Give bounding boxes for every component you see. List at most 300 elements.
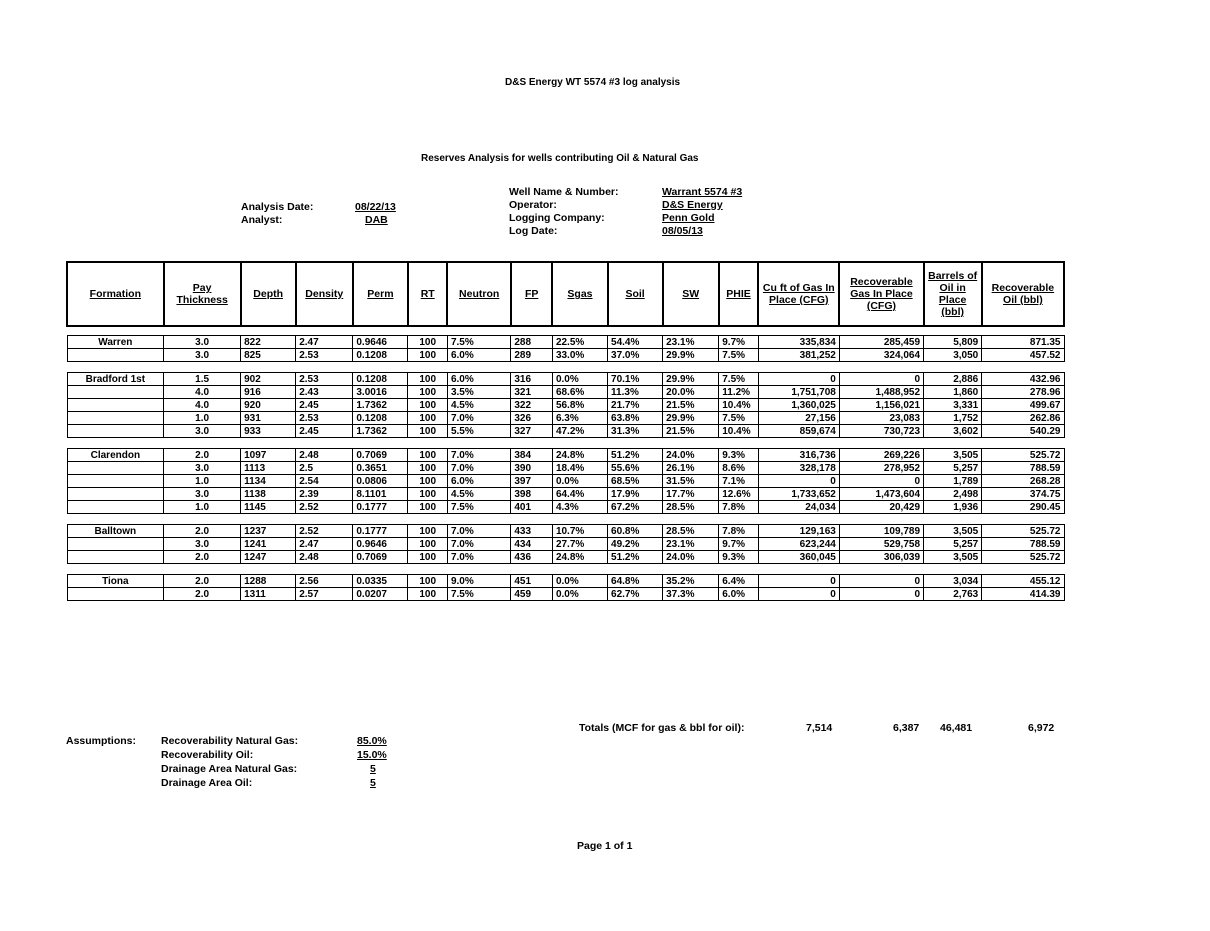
document-subtitle: Reserves Analysis for wells contributing Oil & Natural Gas xyxy=(421,153,699,164)
table-cell: 100 xyxy=(408,488,448,501)
table-cell: 432.96 xyxy=(982,373,1064,386)
table-cell: 7.0% xyxy=(447,538,510,551)
table-cell: 316 xyxy=(511,373,553,386)
table-cell: 27,156 xyxy=(758,412,839,425)
table-cell: 2.53 xyxy=(296,349,353,362)
table-cell: 7.5% xyxy=(719,349,759,362)
table-cell: 100 xyxy=(408,588,448,601)
table-cell: 23.1% xyxy=(663,538,719,551)
table-cell: 7.0% xyxy=(447,551,510,564)
table-cell: 2.54 xyxy=(296,475,353,488)
column-header: FP xyxy=(511,262,553,326)
table-cell: 623,244 xyxy=(758,538,839,551)
table-cell: 27.7% xyxy=(552,538,607,551)
table-cell: 2.48 xyxy=(296,449,353,462)
table-cell: 278.96 xyxy=(982,386,1064,399)
table-cell: 1,936 xyxy=(924,501,982,514)
table-cell: 269,226 xyxy=(839,449,923,462)
table-cell: 70.1% xyxy=(608,373,663,386)
formation-cell: Warren xyxy=(67,336,164,349)
table-cell: 525.72 xyxy=(982,449,1064,462)
table-cell: 37.3% xyxy=(663,588,719,601)
table-cell: 100 xyxy=(408,349,448,362)
table-cell: 6.0% xyxy=(447,475,510,488)
table-cell: 278,952 xyxy=(839,462,923,475)
table-cell: 529,758 xyxy=(839,538,923,551)
operator-label: Operator: xyxy=(509,199,557,211)
column-header: Density xyxy=(296,262,353,326)
table-cell: 6.0% xyxy=(447,373,510,386)
table-cell: 455.12 xyxy=(982,575,1064,588)
assumption-drain-oil-label: Drainage Area Oil: xyxy=(161,777,253,789)
table-cell: 1097 xyxy=(241,449,296,462)
formation-cell: Balltown xyxy=(67,525,164,538)
table-row xyxy=(67,475,1064,488)
table-cell: 1,360,025 xyxy=(758,399,839,412)
table-row xyxy=(67,336,1064,349)
table-cell: 8.6% xyxy=(719,462,759,475)
table-cell: 1,789 xyxy=(924,475,982,488)
table-cell: 67.2% xyxy=(608,501,663,514)
table-cell: 100 xyxy=(408,462,448,475)
table-cell: 62.7% xyxy=(608,588,663,601)
column-header: Depth xyxy=(241,262,296,326)
table-cell: 31.5% xyxy=(663,475,719,488)
analysis-date-label: Analysis Date: xyxy=(241,201,314,213)
table-cell: 328,178 xyxy=(758,462,839,475)
table-cell: 24.8% xyxy=(552,551,607,564)
table-cell: 129,163 xyxy=(758,525,839,538)
table-cell: 64.8% xyxy=(608,575,663,588)
table-cell: 9.3% xyxy=(719,551,759,564)
table-cell: 68.5% xyxy=(608,475,663,488)
table-cell: 3.0 xyxy=(164,462,241,475)
formation-cell xyxy=(67,349,164,362)
column-header: Recoverable Oil (bbl) xyxy=(982,262,1064,326)
log-analysis-table xyxy=(66,261,1065,601)
group-separator xyxy=(67,564,1064,575)
table-cell: 451 xyxy=(511,575,553,588)
table-cell: 0.0% xyxy=(552,588,607,601)
table-cell: 902 xyxy=(241,373,296,386)
table-row xyxy=(67,525,1064,538)
table-cell: 64.4% xyxy=(552,488,607,501)
analysis-info xyxy=(241,201,313,227)
totals-gas: 7,514 xyxy=(806,722,833,734)
table-cell: 7.8% xyxy=(719,501,759,514)
table-cell: 9.7% xyxy=(719,538,759,551)
table-cell: 360,045 xyxy=(758,551,839,564)
table-cell: 51.2% xyxy=(608,449,663,462)
table-cell: 7.5% xyxy=(447,501,510,514)
table-cell: 100 xyxy=(408,386,448,399)
table-cell: 2.47 xyxy=(296,336,353,349)
table-cell: 22.5% xyxy=(552,336,607,349)
table-cell: 3.0 xyxy=(164,349,241,362)
table-row xyxy=(67,538,1064,551)
table-cell: 1113 xyxy=(241,462,296,475)
table-cell: 2.0 xyxy=(164,525,241,538)
table-cell: 17.7% xyxy=(663,488,719,501)
table-cell: 0.1777 xyxy=(353,525,408,538)
table-cell: 825 xyxy=(241,349,296,362)
table-cell: 2,498 xyxy=(924,488,982,501)
table-cell: 316,736 xyxy=(758,449,839,462)
table-cell: 2,763 xyxy=(924,588,982,601)
table-cell: 3.0 xyxy=(164,538,241,551)
table-row xyxy=(67,551,1064,564)
table-cell: 414.39 xyxy=(982,588,1064,601)
table-cell: 0.0% xyxy=(552,475,607,488)
table-cell: 63.8% xyxy=(608,412,663,425)
table-cell: 23.1% xyxy=(663,336,719,349)
column-header: RT xyxy=(408,262,448,326)
table-cell: 24,034 xyxy=(758,501,839,514)
table-cell: 457.52 xyxy=(982,349,1064,362)
table-cell: 335,834 xyxy=(758,336,839,349)
analyst: DAB xyxy=(365,214,388,226)
totals-recoverable-oil: 6,972 xyxy=(1028,722,1055,734)
table-cell: 10.7% xyxy=(552,525,607,538)
table-cell: 29.9% xyxy=(663,373,719,386)
table-cell: 822 xyxy=(241,336,296,349)
table-cell: 0.1208 xyxy=(353,349,408,362)
table-cell: 7.0% xyxy=(447,462,510,475)
table-cell: 390 xyxy=(511,462,553,475)
table-cell: 0.0% xyxy=(552,575,607,588)
table-cell: 10.4% xyxy=(719,399,759,412)
table-cell: 100 xyxy=(408,501,448,514)
table-cell: 289 xyxy=(511,349,553,362)
assumption-oil-value: 15.0% xyxy=(357,749,387,761)
formation-cell xyxy=(67,551,164,564)
table-cell: 2.56 xyxy=(296,575,353,588)
table-cell: 0.0% xyxy=(552,373,607,386)
table-cell: 20,429 xyxy=(839,501,923,514)
table-cell: 262.86 xyxy=(982,412,1064,425)
table-cell: 1134 xyxy=(241,475,296,488)
table-cell: 4.0 xyxy=(164,399,241,412)
table-cell: 3,505 xyxy=(924,525,982,538)
table-cell: 4.5% xyxy=(447,399,510,412)
table-cell: 100 xyxy=(408,575,448,588)
table-row xyxy=(67,575,1064,588)
formation-cell xyxy=(67,488,164,501)
table-cell: 322 xyxy=(511,399,553,412)
table-cell: 1288 xyxy=(241,575,296,588)
table-cell: 2.53 xyxy=(296,373,353,386)
table-row xyxy=(67,462,1064,475)
group-separator xyxy=(67,362,1064,373)
table-cell: 9.7% xyxy=(719,336,759,349)
table-row xyxy=(67,449,1064,462)
table-cell: 47.2% xyxy=(552,425,607,438)
group-separator xyxy=(67,514,1064,525)
table-cell: 3,505 xyxy=(924,449,982,462)
table-cell: 0.7069 xyxy=(353,449,408,462)
table-cell: 24.0% xyxy=(663,551,719,564)
table-cell: 436 xyxy=(511,551,553,564)
table-cell: 7.5% xyxy=(447,588,510,601)
table-cell: 4.3% xyxy=(552,501,607,514)
table-cell: 321 xyxy=(511,386,553,399)
table-cell: 0.0335 xyxy=(353,575,408,588)
column-header: Recoverable Gas In Place (CFG) xyxy=(839,262,923,326)
table-cell: 24.0% xyxy=(663,449,719,462)
column-header: Cu ft of Gas In Place (CFG) xyxy=(758,262,839,326)
table-cell: 0 xyxy=(758,575,839,588)
formation-cell xyxy=(67,462,164,475)
table-cell: 20.0% xyxy=(663,386,719,399)
table-row xyxy=(67,399,1064,412)
table-cell: 2.47 xyxy=(296,538,353,551)
assumption-drain-oil-value: 5 xyxy=(370,777,376,789)
table-cell: 499.67 xyxy=(982,399,1064,412)
table-cell: 0.9646 xyxy=(353,538,408,551)
table-cell: 3.0016 xyxy=(353,386,408,399)
table-cell: 100 xyxy=(408,412,448,425)
table-cell: 384 xyxy=(511,449,553,462)
table-cell: 100 xyxy=(408,399,448,412)
table-cell: 434 xyxy=(511,538,553,551)
table-cell: 0.9646 xyxy=(353,336,408,349)
assumptions-list xyxy=(161,734,298,790)
table-cell: 18.4% xyxy=(552,462,607,475)
table-cell: 1,473,604 xyxy=(839,488,923,501)
table-cell: 1138 xyxy=(241,488,296,501)
table-cell: 1145 xyxy=(241,501,296,514)
totals-label: Totals (MCF for gas & bbl for oil): xyxy=(579,722,745,734)
table-row xyxy=(67,386,1064,399)
table-cell: 2.5 xyxy=(296,462,353,475)
table-cell: 433 xyxy=(511,525,553,538)
table-cell: 3,050 xyxy=(924,349,982,362)
table-cell: 2.52 xyxy=(296,501,353,514)
table-cell: 4.0 xyxy=(164,386,241,399)
table-cell: 3.0 xyxy=(164,488,241,501)
table-cell: 0 xyxy=(839,588,923,601)
formation-cell xyxy=(67,399,164,412)
operator: D&S Energy xyxy=(662,199,723,211)
table-cell: 9.3% xyxy=(719,449,759,462)
table-cell: 1,752 xyxy=(924,412,982,425)
table-cell: 2.57 xyxy=(296,588,353,601)
table-cell: 1.7362 xyxy=(353,399,408,412)
table-cell: 100 xyxy=(408,538,448,551)
table-cell: 788.59 xyxy=(982,538,1064,551)
table-cell: 459 xyxy=(511,588,553,601)
table-cell: 916 xyxy=(241,386,296,399)
table-cell: 49.2% xyxy=(608,538,663,551)
table-cell: 2.0 xyxy=(164,575,241,588)
table-header-row xyxy=(67,262,1064,326)
assumption-oil-label: Recoverability Oil: xyxy=(161,749,254,761)
column-header: Soil xyxy=(608,262,663,326)
table-cell: 11.3% xyxy=(608,386,663,399)
table-cell: 109,789 xyxy=(839,525,923,538)
table-cell: 859,674 xyxy=(758,425,839,438)
table-cell: 0.0806 xyxy=(353,475,408,488)
formation-cell xyxy=(67,412,164,425)
table-cell: 324,064 xyxy=(839,349,923,362)
table-cell: 10.4% xyxy=(719,425,759,438)
table-cell: 21.7% xyxy=(608,399,663,412)
table-cell: 100 xyxy=(408,551,448,564)
table-cell: 3,602 xyxy=(924,425,982,438)
table-cell: 51.2% xyxy=(608,551,663,564)
totals-recoverable-gas: 6,387 xyxy=(893,722,920,734)
table-cell: 730,723 xyxy=(839,425,923,438)
table-cell: 2.45 xyxy=(296,399,353,412)
table-cell: 0.1208 xyxy=(353,412,408,425)
table-cell: 374.75 xyxy=(982,488,1064,501)
table-cell: 100 xyxy=(408,525,448,538)
table-row xyxy=(67,349,1064,362)
well-name: Warrant 5574 #3 xyxy=(662,186,743,198)
formation-cell: Tiona xyxy=(67,575,164,588)
table-cell: 1.0 xyxy=(164,501,241,514)
column-header: PHIE xyxy=(719,262,759,326)
table-row xyxy=(67,501,1064,514)
table-cell: 31.3% xyxy=(608,425,663,438)
assumption-gas-label: Recoverability Natural Gas: xyxy=(161,735,299,747)
table-cell: 1,751,708 xyxy=(758,386,839,399)
table-cell: 931 xyxy=(241,412,296,425)
well-info-values xyxy=(662,186,742,238)
table-cell: 5.5% xyxy=(447,425,510,438)
table-cell: 7.1% xyxy=(719,475,759,488)
table-cell: 4.5% xyxy=(447,488,510,501)
log-date: 08/05/13 xyxy=(662,225,703,237)
table-cell: 1.0 xyxy=(164,475,241,488)
table-cell: 37.0% xyxy=(608,349,663,362)
assumptions-label: Assumptions: xyxy=(66,735,137,747)
formation-cell xyxy=(67,425,164,438)
assumption-drain-gas-value: 5 xyxy=(370,763,376,775)
table-cell: 0.1208 xyxy=(353,373,408,386)
table-cell: 100 xyxy=(408,475,448,488)
table-cell: 100 xyxy=(408,449,448,462)
table-cell: 398 xyxy=(511,488,553,501)
document-title: D&S Energy WT 5574 #3 log analysis xyxy=(505,77,681,88)
table-cell: 0 xyxy=(758,373,839,386)
table-cell: 920 xyxy=(241,399,296,412)
table-cell: 7.0% xyxy=(447,449,510,462)
table-cell: 1,733,652 xyxy=(758,488,839,501)
table-cell: 0.1777 xyxy=(353,501,408,514)
table-cell: 2.0 xyxy=(164,551,241,564)
table-cell: 33.0% xyxy=(552,349,607,362)
table-cell: 56.8% xyxy=(552,399,607,412)
table-cell: 2,886 xyxy=(924,373,982,386)
table-cell: 1311 xyxy=(241,588,296,601)
table-cell: 1.0 xyxy=(164,412,241,425)
table-cell: 326 xyxy=(511,412,553,425)
page-footer: Page 1 of 1 xyxy=(577,840,633,852)
table-cell: 0 xyxy=(758,475,839,488)
table-cell: 2.53 xyxy=(296,412,353,425)
table-cell: 29.9% xyxy=(663,349,719,362)
table-cell: 397 xyxy=(511,475,553,488)
table-row xyxy=(67,425,1064,438)
group-separator xyxy=(67,438,1064,449)
table-cell: 6.0% xyxy=(447,349,510,362)
table-cell: 788.59 xyxy=(982,462,1064,475)
table-cell: 7.5% xyxy=(719,373,759,386)
well-info-labels xyxy=(509,186,619,238)
assumption-gas-value: 85.0% xyxy=(357,735,387,747)
table-cell: 2.39 xyxy=(296,488,353,501)
table-cell: 306,039 xyxy=(839,551,923,564)
totals-oil: 46,481 xyxy=(940,722,973,734)
analyst-label: Analyst: xyxy=(241,214,283,226)
analysis-date: 08/22/13 xyxy=(355,201,396,213)
table-cell: 7.0% xyxy=(447,525,510,538)
table-cell: 3.0 xyxy=(164,336,241,349)
table-cell: 68.6% xyxy=(552,386,607,399)
table-cell: 6.3% xyxy=(552,412,607,425)
table-row xyxy=(67,488,1064,501)
table-cell: 0.3651 xyxy=(353,462,408,475)
column-header: SW xyxy=(663,262,719,326)
table-cell: 0.7069 xyxy=(353,551,408,564)
table-cell: 100 xyxy=(408,373,448,386)
analysis-values xyxy=(355,201,396,227)
formation-cell xyxy=(67,538,164,551)
table-cell: 525.72 xyxy=(982,551,1064,564)
table-cell: 29.9% xyxy=(663,412,719,425)
column-header: Perm xyxy=(353,262,408,326)
table-cell: 1.7362 xyxy=(353,425,408,438)
table-cell: 2.48 xyxy=(296,551,353,564)
formation-cell xyxy=(67,475,164,488)
table-cell: 23,083 xyxy=(839,412,923,425)
table-cell: 7.5% xyxy=(447,336,510,349)
table-cell: 26.1% xyxy=(663,462,719,475)
table-cell: 540.29 xyxy=(982,425,1064,438)
table-cell: 1247 xyxy=(241,551,296,564)
table-cell: 381,252 xyxy=(758,349,839,362)
table-cell: 3.0 xyxy=(164,425,241,438)
table-cell: 9.0% xyxy=(447,575,510,588)
column-header: Formation xyxy=(67,262,164,326)
table-cell: 21.5% xyxy=(663,425,719,438)
table-cell: 525.72 xyxy=(982,525,1064,538)
table-cell: 28.5% xyxy=(663,525,719,538)
table-cell: 5,257 xyxy=(924,538,982,551)
table-cell: 1,156,021 xyxy=(839,399,923,412)
formation-cell: Bradford 1st xyxy=(67,373,164,386)
table-cell: 288 xyxy=(511,336,553,349)
table-cell: 11.2% xyxy=(719,386,759,399)
table-cell: 2.45 xyxy=(296,425,353,438)
table-cell: 5,809 xyxy=(924,336,982,349)
table-cell: 35.2% xyxy=(663,575,719,588)
well-label: Well Name & Number: xyxy=(509,186,619,198)
table-cell: 60.8% xyxy=(608,525,663,538)
table-cell: 268.28 xyxy=(982,475,1064,488)
table-cell: 290.45 xyxy=(982,501,1064,514)
table-cell: 0.0207 xyxy=(353,588,408,601)
column-header: Barrels of Oil in Place (bbl) xyxy=(924,262,982,326)
column-header: Neutron xyxy=(447,262,510,326)
table-cell: 285,459 xyxy=(839,336,923,349)
table-row xyxy=(67,412,1064,425)
logging-company: Penn Gold xyxy=(662,212,715,224)
formation-cell xyxy=(67,588,164,601)
table-cell: 54.4% xyxy=(608,336,663,349)
table-cell: 3,505 xyxy=(924,551,982,564)
